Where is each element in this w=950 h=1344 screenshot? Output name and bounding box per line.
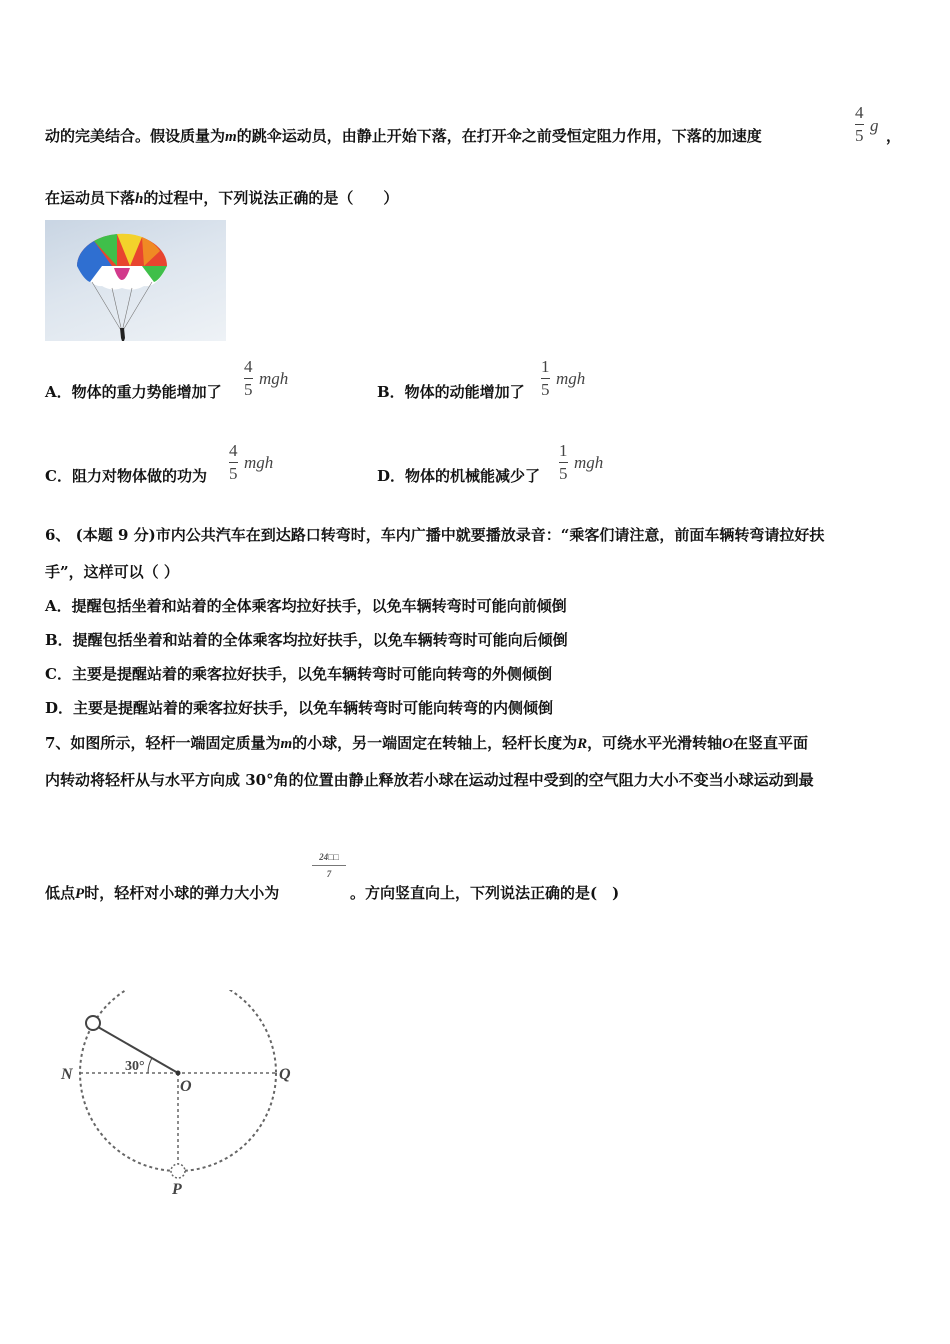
q5-line2: 在运动员下落h的过程中，下列说法正确的是（ ） (45, 189, 399, 207)
force-fraction: 24□□ 7 (312, 852, 346, 880)
q7-line3a: 低点P时，轻杆对小球的弹力大小为 (45, 884, 280, 902)
q5-line1-tail: ， (886, 127, 902, 145)
acceleration-fraction: 4 5 (855, 103, 864, 145)
q7-line3b: 。方向竖直向上，下列说法正确的是( ) (350, 884, 620, 902)
option-b-fraction: 1 5 (541, 357, 550, 399)
q6-option-b: B．提醒包括坐着和站着的全体乘客均拉好扶手，以免车辆转弯时可能向后倾倒 (45, 631, 568, 649)
angle-label: 30° (125, 1059, 145, 1074)
option-a-unit: mgh (259, 369, 289, 388)
var-m: m (225, 129, 237, 145)
option-c-fraction: 4 5 (229, 441, 238, 483)
circle-diagram-svg (55, 990, 315, 1200)
circle-diagram (55, 990, 315, 1204)
q6-line2: 手”，这样可以（ ） (45, 563, 179, 581)
option-a-fraction: 4 5 (244, 357, 253, 399)
angle-arc (148, 1058, 152, 1073)
q6-option-d: D．主要是提醒站着的乘客拉好扶手，以免车辆转弯时可能向转弯的内侧倾倒 (45, 699, 554, 717)
ball-bottom (171, 1164, 185, 1178)
option-d-unit: mgh (574, 453, 604, 472)
q6-option-a: A．提醒包括坐着和站着的全体乘客均拉好扶手，以免车辆转弯时可能向前倾倒 (45, 597, 567, 615)
q7-line1: 7、如图所示，轻杆一端固定质量为m的小球，另一端固定在转轴上，轻杆长度为R，可绕水平光滑转轴O在竖直平面 (45, 734, 809, 752)
q5-line1: 动的完美结合。假设质量为m的跳伞运动员，由静止开始下落，在打开伞之前受恒定阻力作用，下落的加速度 (45, 127, 762, 145)
parachute-photo (45, 220, 226, 341)
q5-option-b: B．物体的动能增加了 (377, 383, 525, 401)
q7-line2: 内转动将轻杆从与水平方向成 30°角的位置由静止释放若小球在运动过程中受到的空气阻力大小不变当小球运动到最 (45, 771, 814, 789)
q5-option-d: D．物体的机械能减少了 (377, 467, 541, 485)
q5-option-c: C．阻力对物体做的功为 (45, 467, 207, 485)
var-h: h (135, 191, 144, 207)
q6-option-c: C．主要是提醒站着的乘客拉好扶手，以免车辆转弯时可能向转弯的外侧倾倒 (45, 665, 552, 683)
q5-option-a: A．物体的重力势能增加了 (45, 383, 222, 401)
label-o: O (180, 1078, 192, 1095)
label-p: P (172, 1181, 182, 1198)
option-c-unit: mgh (244, 453, 274, 472)
option-b-unit: mgh (556, 369, 586, 388)
label-n: N (61, 1066, 73, 1083)
label-q: Q (279, 1066, 291, 1083)
option-d-fraction: 1 5 (559, 441, 568, 483)
pivot (176, 1071, 181, 1076)
acceleration-var: g (870, 116, 879, 135)
q6-line1: 6、 (本题 9 分)市内公共汽车在到达路口转弯时，车内广播中就要播放录音：“乘客们请注意，前面车辆转弯请拉好扶 (45, 526, 825, 544)
ball (86, 1016, 100, 1030)
